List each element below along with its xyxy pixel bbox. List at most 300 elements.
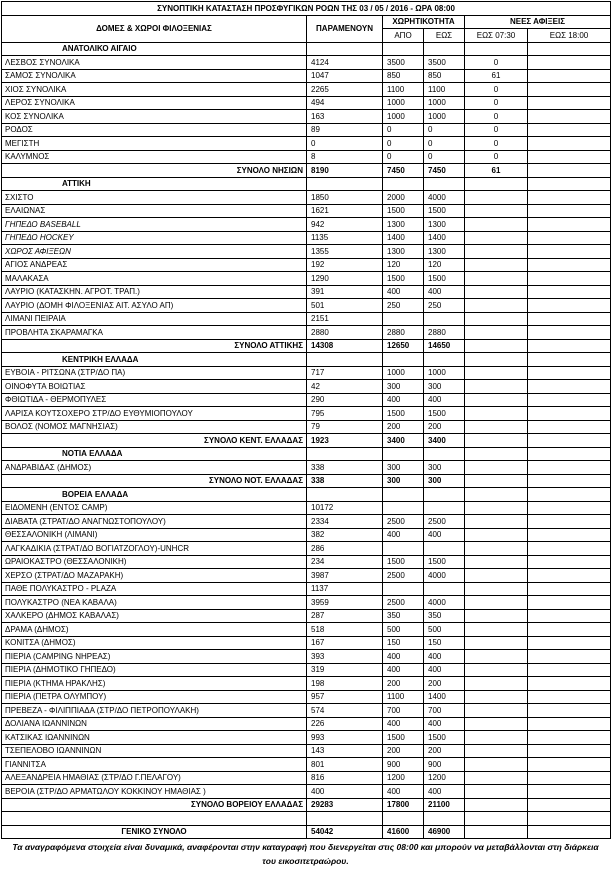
structure-name: ΧΙΟΣ ΣΥΝΟΛΙΚΑ — [2, 83, 307, 97]
arrivals-0730-cell — [465, 299, 528, 313]
empty-cell — [424, 42, 465, 56]
remaining-cell: 2334 — [307, 515, 383, 529]
arrivals-1800-cell — [528, 663, 611, 677]
arrivals-0730-cell — [465, 555, 528, 569]
section-total-row — [2, 164, 611, 178]
capacity-to-cell: 1200 — [424, 771, 465, 785]
arrivals-1800-cell — [528, 258, 611, 272]
capacity-from-cell: 150 — [383, 636, 424, 650]
section-total-row — [2, 798, 611, 812]
capacity-to-cell: 200 — [424, 744, 465, 758]
capacity-to-cell: 2500 — [424, 515, 465, 529]
capacity-from-cell: 17800 — [383, 798, 424, 812]
capacity-from-cell: 1500 — [383, 555, 424, 569]
capacity-to-cell — [424, 312, 465, 326]
empty-cell — [383, 177, 424, 191]
arrivals-1800-cell — [528, 56, 611, 70]
header-structures: ΔΟΜΕΣ & ΧΩΡΟΙ ΦΙΛΟΞΕΝΙΑΣ — [2, 15, 307, 42]
arrivals-1800-cell — [528, 434, 611, 448]
arrivals-1800-cell — [528, 96, 611, 110]
capacity-from-cell: 400 — [383, 785, 424, 799]
header-row-1 — [2, 15, 611, 29]
table-row — [2, 663, 611, 677]
remaining-cell: 717 — [307, 366, 383, 380]
arrivals-1800-cell — [528, 137, 611, 151]
structure-name: ΛΕΡΟΣ ΣΥΝΟΛΙΚΑ — [2, 96, 307, 110]
remaining-cell: 290 — [307, 393, 383, 407]
capacity-from-cell — [383, 312, 424, 326]
structure-name: ΕΛΑΙΩΝΑΣ — [2, 204, 307, 218]
capacity-to-cell — [424, 542, 465, 556]
capacity-from-cell — [383, 501, 424, 515]
table-row — [2, 501, 611, 515]
structure-name: ΠΑΘΕ ΠΟΛΥΚΑΣΤΡΟ - PLAZA — [2, 582, 307, 596]
table-row — [2, 609, 611, 623]
table-row — [2, 110, 611, 124]
remaining-cell: 287 — [307, 609, 383, 623]
structure-name: ΠΡΕΒΕΖΑ - ΦΙΛΙΠΠΙΑΔΑ (ΣΤΡ/ΔΟ ΠΕΤΡΟΠΟΥΛΑΚΗ) — [2, 704, 307, 718]
arrivals-1800-cell — [528, 123, 611, 137]
empty-cell — [307, 177, 383, 191]
remaining-cell: 501 — [307, 299, 383, 313]
capacity-to-cell: 3500 — [424, 56, 465, 70]
table-row — [2, 731, 611, 745]
empty-cell — [528, 447, 611, 461]
section-total-row — [2, 434, 611, 448]
structure-name: ΠΙΕΡΙΑ (ΚΤΗΜΑ ΗΡΑΚΛΗΣ) — [2, 677, 307, 691]
remaining-cell: 942 — [307, 218, 383, 232]
capacity-to-cell: 14650 — [424, 339, 465, 353]
capacity-from-cell: 0 — [383, 150, 424, 164]
capacity-to-cell — [424, 501, 465, 515]
table-row — [2, 56, 611, 70]
arrivals-1800-cell — [528, 191, 611, 205]
structure-name: ΣΑΜΟΣ ΣΥΝΟΛΙΚΑ — [2, 69, 307, 83]
capacity-from-cell — [383, 542, 424, 556]
capacity-to-cell: 1300 — [424, 245, 465, 259]
structure-name: ΛΑΓΚΑΔΙΚΙΑ (ΣΤΡΑΤ/ΔΟ ΒΟΓΙΑΤΖΟΓΛΟΥ)-UNHCR — [2, 542, 307, 556]
structure-name: ΚΟΣ ΣΥΝΟΛΙΚΑ — [2, 110, 307, 124]
arrivals-0730-cell — [465, 758, 528, 772]
structure-name: ΕΙΔΟΜΕΝΗ (ΕΝΤΟΣ CAMP) — [2, 501, 307, 515]
remaining-cell: 494 — [307, 96, 383, 110]
capacity-to-cell: 700 — [424, 704, 465, 718]
arrivals-0730-cell — [465, 798, 528, 812]
table-row — [2, 245, 611, 259]
arrivals-0730-cell — [465, 677, 528, 691]
arrivals-1800-cell — [528, 596, 611, 610]
structure-name: ΒΟΛΟΣ (ΝΟΜΟΣ ΜΑΓΝΗΣΙΑΣ) — [2, 420, 307, 434]
capacity-from-cell: 400 — [383, 663, 424, 677]
section-header-row — [2, 177, 611, 191]
table-row — [2, 258, 611, 272]
table-row — [2, 191, 611, 205]
section-name: ΒΟΡΕΙΑ ΕΛΛΑΔΑ — [2, 488, 307, 502]
arrivals-1800-cell — [528, 69, 611, 83]
structure-name: ΓΗΠΕΔΟ HOCKEY — [2, 231, 307, 245]
structure-name: ΑΛΕΞΑΝΔΡΕΙΑ ΗΜΑΘΙΑΣ (ΣΤΡ/ΔΟ Γ.ΠΕΛΑΓΟΥ) — [2, 771, 307, 785]
arrivals-0730-cell — [465, 380, 528, 394]
structure-name: ΤΣΕΠΕΛΟΒΟ ΙΩΑΝΝΙΝΩΝ — [2, 744, 307, 758]
remaining-cell: 1850 — [307, 191, 383, 205]
table-row — [2, 218, 611, 232]
capacity-to-cell: 200 — [424, 420, 465, 434]
arrivals-0730-cell — [465, 312, 528, 326]
capacity-to-cell: 1500 — [424, 731, 465, 745]
arrivals-1800-cell — [528, 204, 611, 218]
structure-name: ΛΑΥΡΙΟ (ΚΑΤΑΣΚΗΝ. ΑΓΡΟΤ. ΤΡΑΠ.) — [2, 285, 307, 299]
capacity-to-cell: 1500 — [424, 272, 465, 286]
table-row — [2, 771, 611, 785]
capacity-from-cell: 2500 — [383, 515, 424, 529]
capacity-to-cell: 1500 — [424, 407, 465, 421]
remaining-cell: 382 — [307, 528, 383, 542]
section-total-row — [2, 474, 611, 488]
table-row — [2, 677, 611, 691]
remaining-cell: 795 — [307, 407, 383, 421]
table-body — [2, 2, 611, 839]
empty-cell — [424, 447, 465, 461]
arrivals-1800-cell — [528, 636, 611, 650]
remaining-cell: 1135 — [307, 231, 383, 245]
remaining-cell: 518 — [307, 623, 383, 637]
remaining-cell: 8 — [307, 150, 383, 164]
remaining-cell: 393 — [307, 650, 383, 664]
arrivals-0730-cell — [465, 272, 528, 286]
arrivals-0730-cell — [465, 636, 528, 650]
arrivals-1800-cell — [528, 771, 611, 785]
arrivals-1800-cell — [528, 798, 611, 812]
remaining-cell: 338 — [307, 474, 383, 488]
empty-cell — [383, 812, 424, 826]
table-row — [2, 744, 611, 758]
structure-name: ΑΓΙΟΣ ΑΝΔΡΕΑΣ — [2, 258, 307, 272]
arrivals-0730-cell — [465, 717, 528, 731]
table-row — [2, 717, 611, 731]
structure-name: ΧΑΛΚΕΡΟ (ΔΗΜΟΣ ΚΑΒΑΛΑΣ) — [2, 609, 307, 623]
arrivals-1800-cell — [528, 393, 611, 407]
arrivals-1800-cell — [528, 474, 611, 488]
capacity-from-cell: 1000 — [383, 110, 424, 124]
table-row — [2, 137, 611, 151]
header-remaining: ΠΑΡΑΜΕΝΟΥΝ — [307, 15, 383, 42]
capacity-to-cell: 1000 — [424, 110, 465, 124]
empty-cell — [528, 812, 611, 826]
structure-name: ΑΝΔΡΑΒΙΔΑΣ (ΔΗΜΟΣ) — [2, 461, 307, 475]
arrivals-0730-cell — [465, 501, 528, 515]
capacity-from-cell: 850 — [383, 69, 424, 83]
capacity-to-cell: 1400 — [424, 690, 465, 704]
structure-name: ΔΟΛΙΑΝΑ ΙΩΑΝΝΙΝΩΝ — [2, 717, 307, 731]
empty-cell — [528, 42, 611, 56]
capacity-to-cell: 1000 — [424, 96, 465, 110]
arrivals-0730-cell — [465, 596, 528, 610]
remaining-cell: 163 — [307, 110, 383, 124]
remaining-cell: 338 — [307, 461, 383, 475]
section-header-row — [2, 353, 611, 367]
capacity-to-cell: 250 — [424, 299, 465, 313]
capacity-from-cell: 3500 — [383, 56, 424, 70]
capacity-to-cell: 0 — [424, 137, 465, 151]
capacity-from-cell: 350 — [383, 609, 424, 623]
capacity-from-cell — [383, 582, 424, 596]
arrivals-1800-cell — [528, 285, 611, 299]
header-new-arrivals: ΝΕΕΣ ΑΦΙΞΕΙΣ — [465, 15, 611, 29]
table-row — [2, 285, 611, 299]
capacity-to-cell: 21100 — [424, 798, 465, 812]
header-until-0730: ΕΩΣ 07:30 — [465, 29, 528, 43]
spacer-row — [2, 812, 611, 826]
empty-cell — [307, 488, 383, 502]
capacity-to-cell: 400 — [424, 285, 465, 299]
arrivals-1800-cell — [528, 461, 611, 475]
arrivals-0730-cell — [465, 609, 528, 623]
capacity-from-cell: 2880 — [383, 326, 424, 340]
arrivals-0730-cell — [465, 339, 528, 353]
capacity-to-cell: 1400 — [424, 231, 465, 245]
empty-cell — [528, 177, 611, 191]
capacity-from-cell: 300 — [383, 380, 424, 394]
capacity-from-cell: 1500 — [383, 407, 424, 421]
remaining-cell: 167 — [307, 636, 383, 650]
structure-name: ΚΟΝΙΤΣΑ (ΔΗΜΟΣ) — [2, 636, 307, 650]
capacity-to-cell: 300 — [424, 474, 465, 488]
structure-name: ΜΕΓΙΣΤΗ — [2, 137, 307, 151]
arrivals-1800-cell — [528, 312, 611, 326]
capacity-to-cell: 120 — [424, 258, 465, 272]
table-row — [2, 326, 611, 340]
capacity-from-cell: 0 — [383, 123, 424, 137]
section-header-row — [2, 488, 611, 502]
grand-total-label: ΓΕΝΙΚΟ ΣΥΝΟΛΟ — [2, 825, 307, 839]
empty-cell — [383, 447, 424, 461]
capacity-to-cell: 4000 — [424, 569, 465, 583]
table-row — [2, 582, 611, 596]
section-total-label: ΣΥΝΟΛΟ ΝΟΤ. ΕΛΛΑΔΑΣ — [2, 474, 307, 488]
arrivals-1800-cell — [528, 420, 611, 434]
arrivals-0730-cell — [465, 731, 528, 745]
section-total-label: ΣΥΝΟΛΟ ΝΗΣΙΩΝ — [2, 164, 307, 178]
table-row — [2, 366, 611, 380]
arrivals-0730-cell: 0 — [465, 110, 528, 124]
arrivals-1800-cell — [528, 704, 611, 718]
arrivals-0730-cell — [465, 407, 528, 421]
structure-name: ΜΑΛΑΚΑΣΑ — [2, 272, 307, 286]
remaining-cell: 54042 — [307, 825, 383, 839]
remaining-cell: 801 — [307, 758, 383, 772]
structure-name: ΠΙΕΡΙΑ (ΔΗΜΟΤΙΚΟ ΓΗΠΕΔΟ) — [2, 663, 307, 677]
empty-cell — [465, 353, 528, 367]
section-name: ΚΕΝΤΡΙΚΗ ΕΛΛΑΔΑ — [2, 353, 307, 367]
arrivals-1800-cell — [528, 758, 611, 772]
table-row — [2, 231, 611, 245]
remaining-cell: 226 — [307, 717, 383, 731]
arrivals-0730-cell — [465, 258, 528, 272]
arrivals-0730-cell: 0 — [465, 56, 528, 70]
section-total-label: ΣΥΝΟΛΟ ΒΟΡΕΙΟΥ ΕΛΛΑΔΑΣ — [2, 798, 307, 812]
capacity-from-cell: 700 — [383, 704, 424, 718]
structure-name: ΕΥΒΟΙΑ - ΡΙΤΣΩΝΑ (ΣΤΡ/ΔΟ ΠΑ) — [2, 366, 307, 380]
capacity-to-cell: 1000 — [424, 366, 465, 380]
empty-cell — [307, 353, 383, 367]
table-row — [2, 785, 611, 799]
structure-name: ΚΑΤΣΙΚΑΣ ΙΩΑΝΝΙΝΩΝ — [2, 731, 307, 745]
empty-cell — [424, 488, 465, 502]
arrivals-1800-cell — [528, 677, 611, 691]
arrivals-1800-cell — [528, 582, 611, 596]
arrivals-1800-cell — [528, 623, 611, 637]
arrivals-1800-cell — [528, 609, 611, 623]
arrivals-1800-cell — [528, 528, 611, 542]
table-row — [2, 704, 611, 718]
table-row — [2, 123, 611, 137]
arrivals-1800-cell — [528, 515, 611, 529]
arrivals-1800-cell — [528, 299, 611, 313]
remaining-cell: 2151 — [307, 312, 383, 326]
capacity-to-cell: 200 — [424, 677, 465, 691]
structure-name: ΓΙΑΝΝΙΤΣΑ — [2, 758, 307, 772]
arrivals-1800-cell — [528, 272, 611, 286]
empty-cell — [465, 177, 528, 191]
arrivals-0730-cell — [465, 285, 528, 299]
section-name: ΑΝΑΤΟΛΙΚΟ ΑΙΓΑΙΟ — [2, 42, 307, 56]
capacity-from-cell: 1200 — [383, 771, 424, 785]
arrivals-0730-cell: 61 — [465, 164, 528, 178]
capacity-from-cell: 0 — [383, 137, 424, 151]
title-row — [2, 2, 611, 16]
capacity-to-cell: 850 — [424, 69, 465, 83]
table-row — [2, 312, 611, 326]
header-capacity: ΧΩΡΗΤΙΚΟΤΗΤΑ — [383, 15, 465, 29]
structure-name: ΔΡΑΜΑ (ΔΗΜΟΣ) — [2, 623, 307, 637]
arrivals-1800-cell — [528, 164, 611, 178]
capacity-to-cell: 350 — [424, 609, 465, 623]
capacity-to-cell: 400 — [424, 528, 465, 542]
capacity-from-cell: 2500 — [383, 569, 424, 583]
table-row — [2, 299, 611, 313]
capacity-to-cell: 400 — [424, 650, 465, 664]
arrivals-1800-cell — [528, 407, 611, 421]
section-name: ΑΤΤΙΚΗ — [2, 177, 307, 191]
table-row — [2, 650, 611, 664]
table-row — [2, 204, 611, 218]
capacity-from-cell: 300 — [383, 474, 424, 488]
table-row — [2, 515, 611, 529]
table-row — [2, 461, 611, 475]
arrivals-1800-cell — [528, 150, 611, 164]
arrivals-0730-cell — [465, 366, 528, 380]
remaining-cell: 993 — [307, 731, 383, 745]
refugee-flows-table — [1, 1, 611, 839]
arrivals-0730-cell — [465, 474, 528, 488]
arrivals-0730-cell — [465, 650, 528, 664]
arrivals-0730-cell: 0 — [465, 83, 528, 97]
arrivals-1800-cell — [528, 231, 611, 245]
arrivals-0730-cell — [465, 785, 528, 799]
empty-cell — [307, 447, 383, 461]
table-row — [2, 555, 611, 569]
arrivals-1800-cell — [528, 542, 611, 556]
remaining-cell: 3959 — [307, 596, 383, 610]
arrivals-0730-cell — [465, 231, 528, 245]
capacity-from-cell: 400 — [383, 393, 424, 407]
capacity-from-cell: 1000 — [383, 96, 424, 110]
capacity-from-cell: 200 — [383, 420, 424, 434]
remaining-cell: 192 — [307, 258, 383, 272]
remaining-cell: 1047 — [307, 69, 383, 83]
capacity-to-cell: 400 — [424, 663, 465, 677]
capacity-to-cell — [424, 582, 465, 596]
capacity-to-cell: 4000 — [424, 596, 465, 610]
capacity-from-cell: 120 — [383, 258, 424, 272]
arrivals-0730-cell: 0 — [465, 96, 528, 110]
structure-name: ΛΑΡΙΣΑ ΚΟΥΤΣΟΧΕΡΟ ΣΤΡ/ΔΟ ΕΥΘΥΜΙΟΠΟΥΛΟΥ — [2, 407, 307, 421]
table-row — [2, 528, 611, 542]
arrivals-0730-cell — [465, 582, 528, 596]
section-total-row — [2, 339, 611, 353]
capacity-from-cell: 1100 — [383, 83, 424, 97]
capacity-from-cell: 2000 — [383, 191, 424, 205]
capacity-from-cell: 500 — [383, 623, 424, 637]
capacity-to-cell: 900 — [424, 758, 465, 772]
structure-name: ΘΕΣΣΑΛΟΝΙΚΗ (ΛΙΜΑΝΙ) — [2, 528, 307, 542]
capacity-from-cell: 2500 — [383, 596, 424, 610]
table-row — [2, 393, 611, 407]
empty-cell — [465, 42, 528, 56]
arrivals-0730-cell — [465, 663, 528, 677]
table-row — [2, 690, 611, 704]
capacity-to-cell: 46900 — [424, 825, 465, 839]
empty-cell — [383, 488, 424, 502]
capacity-to-cell: 300 — [424, 461, 465, 475]
remaining-cell: 1355 — [307, 245, 383, 259]
capacity-to-cell: 1500 — [424, 555, 465, 569]
arrivals-1800-cell — [528, 717, 611, 731]
arrivals-1800-cell — [528, 380, 611, 394]
capacity-to-cell: 500 — [424, 623, 465, 637]
capacity-from-cell: 400 — [383, 285, 424, 299]
remaining-cell: 574 — [307, 704, 383, 718]
arrivals-1800-cell — [528, 690, 611, 704]
arrivals-0730-cell — [465, 326, 528, 340]
structure-name: ΠΙΕΡΙΑ (CAMPING ΝΗΡΕΑΣ) — [2, 650, 307, 664]
table-row — [2, 69, 611, 83]
capacity-to-cell: 300 — [424, 380, 465, 394]
arrivals-0730-cell — [465, 515, 528, 529]
capacity-from-cell: 1300 — [383, 218, 424, 232]
capacity-from-cell: 12650 — [383, 339, 424, 353]
arrivals-1800-cell — [528, 744, 611, 758]
structure-name: ΡΟΔΟΣ — [2, 123, 307, 137]
arrivals-1800-cell — [528, 366, 611, 380]
empty-cell — [465, 447, 528, 461]
structure-name: ΠΟΛΥΚΑΣΤΡΟ (ΝΕΑ ΚΑΒΑΛΑ) — [2, 596, 307, 610]
arrivals-1800-cell — [528, 825, 611, 839]
remaining-cell: 286 — [307, 542, 383, 556]
arrivals-1800-cell — [528, 245, 611, 259]
structure-name: ΛΙΜΑΝΙ ΠΕΙΡΑΙΑ — [2, 312, 307, 326]
structure-name: ΔΙΑΒΑΤΑ (ΣΤΡΑΤ/ΔΟ ΑΝΑΓΝΩΣΤΟΠΟΥΛΟΥ) — [2, 515, 307, 529]
empty-cell — [465, 488, 528, 502]
arrivals-0730-cell — [465, 825, 528, 839]
table-row — [2, 272, 611, 286]
arrivals-0730-cell: 61 — [465, 69, 528, 83]
document-title: ΣΥΝΟΠΤΙΚΗ ΚΑΤΑΣΤΑΣΗ ΠΡΟΣΦΥΓΙΚΩΝ ΡΟΩΝ ΤΗΣ 03 / 05 / 2016 - ΩΡΑ 08:00 — [2, 2, 611, 16]
empty-cell — [528, 488, 611, 502]
capacity-to-cell: 400 — [424, 393, 465, 407]
capacity-to-cell: 0 — [424, 150, 465, 164]
table-row — [2, 150, 611, 164]
